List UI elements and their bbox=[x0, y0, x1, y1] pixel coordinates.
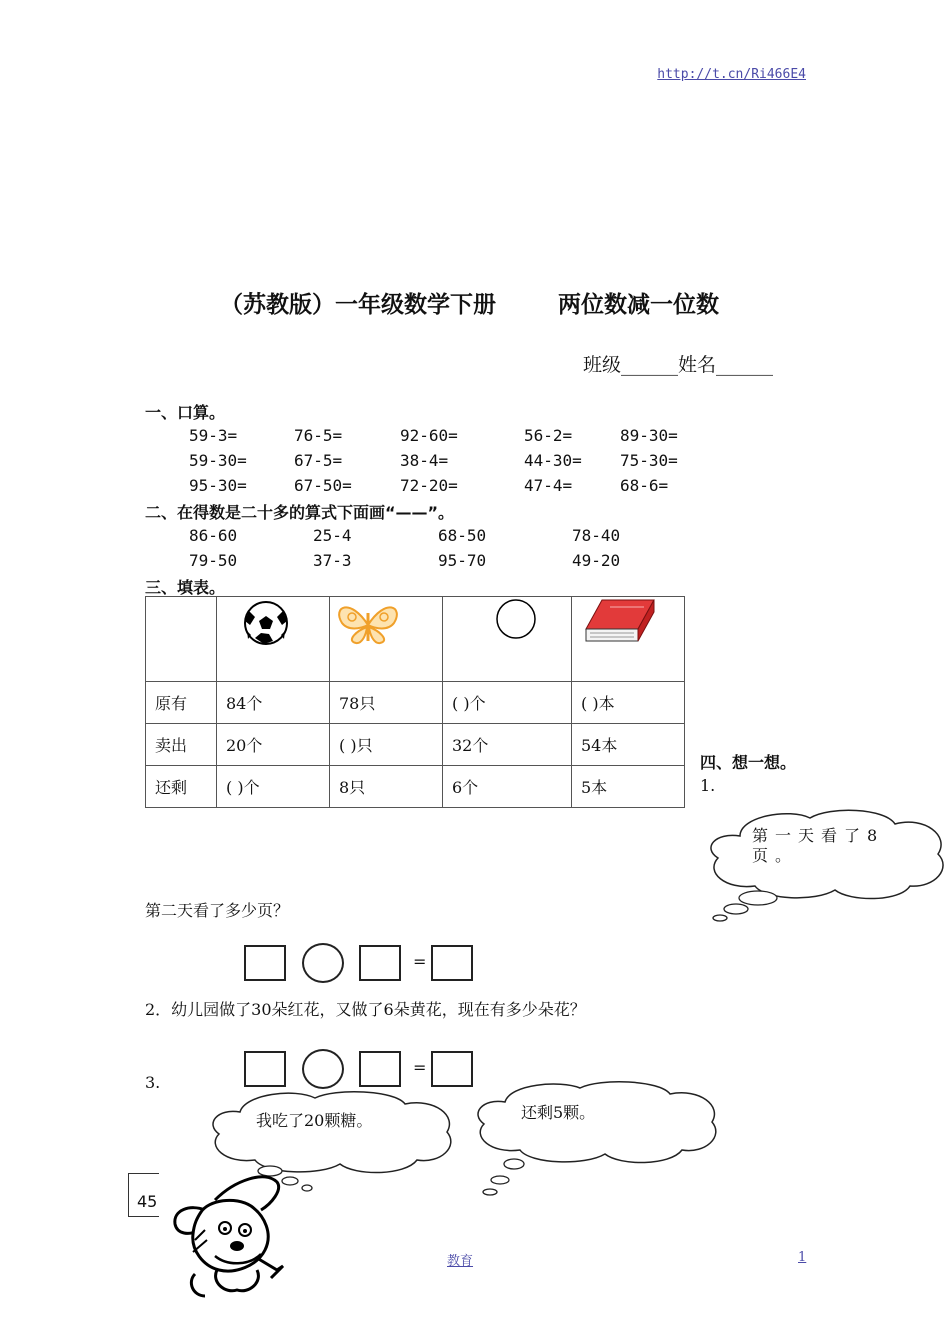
table-cell: 20个 bbox=[217, 724, 330, 766]
problem-3-number: 3. bbox=[145, 1073, 161, 1092]
oral-item: 75-30= bbox=[620, 451, 678, 470]
table-cell: 84个 bbox=[217, 682, 330, 724]
table-cell: 8只 bbox=[330, 766, 443, 808]
mark-item: 78-40 bbox=[572, 526, 621, 545]
answer-box[interactable] bbox=[359, 1051, 401, 1087]
answer-box[interactable] bbox=[359, 945, 401, 981]
oral-item: 92-60= bbox=[400, 426, 458, 445]
operator-circle[interactable] bbox=[302, 943, 344, 983]
table-cell: 还剩 bbox=[146, 766, 217, 808]
section-1-heading: 一、口算。 bbox=[145, 403, 226, 422]
table-cell bbox=[217, 597, 330, 682]
table-cell: ( )个 bbox=[443, 682, 572, 724]
mark-item: 49-20 bbox=[572, 551, 621, 570]
cartoon-dog-image bbox=[165, 1170, 300, 1300]
oral-item: 76-5= bbox=[294, 426, 343, 445]
fill-table bbox=[145, 596, 685, 808]
equals-sign: = bbox=[413, 1058, 427, 1077]
table-row bbox=[146, 682, 685, 724]
mark-item: 95-70 bbox=[438, 551, 487, 570]
oral-row-1 bbox=[189, 426, 709, 448]
side-page-number: 45 bbox=[137, 1192, 158, 1211]
header-link[interactable]: http://t.cn/Ri466E4 bbox=[657, 67, 806, 82]
page-title: （苏教版）一年级数学下册 bbox=[220, 292, 496, 318]
equals-sign: = bbox=[413, 952, 427, 971]
oral-item: 67-5= bbox=[294, 451, 343, 470]
mark-item: 68-50 bbox=[438, 526, 487, 545]
table-cell: 78只 bbox=[330, 682, 443, 724]
thought-cloud-1 bbox=[700, 806, 950, 926]
oral-row-3 bbox=[189, 476, 709, 498]
problem-1-number: 1. bbox=[700, 776, 716, 795]
table-cell: ( )个 bbox=[217, 766, 330, 808]
table-row bbox=[146, 766, 685, 808]
section-4-heading: 四、想一想。 bbox=[700, 753, 797, 772]
problem-1-question: 第二天看了多少页？ bbox=[145, 901, 290, 920]
table-cell: ( )只 bbox=[330, 724, 443, 766]
table-cell: 卖出 bbox=[146, 724, 217, 766]
oral-item: 47-4= bbox=[524, 476, 573, 495]
table-cell: 原有 bbox=[146, 682, 217, 724]
student-info-line: 班级______姓名______ bbox=[583, 354, 774, 376]
page-subtitle: 两位数减一位数 bbox=[558, 292, 719, 318]
section-3-heading: 三、填表。 bbox=[145, 578, 226, 597]
oral-item: 89-30= bbox=[620, 426, 678, 445]
table-cell: 54本 bbox=[572, 724, 685, 766]
cloud-3-text: 还剩5颗。 bbox=[521, 1103, 596, 1122]
cloud-2-text: 我吃了20颗糖。 bbox=[256, 1111, 373, 1130]
mark-row-1 bbox=[189, 526, 669, 548]
table-cell: 6个 bbox=[443, 766, 572, 808]
mark-item: 37-3 bbox=[313, 551, 352, 570]
cloud-1-text: 第一天看了8页。 bbox=[752, 826, 885, 865]
table-row bbox=[146, 724, 685, 766]
oral-item: 95-30= bbox=[189, 476, 247, 495]
oral-item: 59-3= bbox=[189, 426, 238, 445]
answer-box[interactable] bbox=[431, 945, 473, 981]
table-cell bbox=[443, 597, 572, 682]
book-icon bbox=[572, 597, 684, 657]
answer-box[interactable] bbox=[431, 1051, 473, 1087]
oral-item: 72-20= bbox=[400, 476, 458, 495]
table-cell: 5本 bbox=[572, 766, 685, 808]
table-cell bbox=[572, 597, 685, 682]
table-cell bbox=[146, 597, 217, 682]
oral-item: 59-30= bbox=[189, 451, 247, 470]
oral-item: 38-4= bbox=[400, 451, 449, 470]
mark-row-2 bbox=[189, 551, 669, 573]
soccer-ball-icon bbox=[217, 597, 329, 657]
oral-row-2 bbox=[189, 451, 709, 473]
table-cell: ( )本 bbox=[572, 682, 685, 724]
oral-item: 68-6= bbox=[620, 476, 669, 495]
footer-page-number[interactable]: 1 bbox=[798, 1250, 807, 1265]
thought-cloud-3 bbox=[470, 1080, 725, 1200]
table-row bbox=[146, 597, 685, 682]
section-2-heading: 二、在得数是二十多的算式下面画“——”。 bbox=[145, 503, 455, 522]
operator-circle[interactable] bbox=[302, 1049, 344, 1089]
footer-link[interactable]: 教育 bbox=[447, 1254, 474, 1269]
circle-icon bbox=[443, 597, 571, 657]
mark-item: 25-4 bbox=[313, 526, 352, 545]
answer-box[interactable] bbox=[244, 945, 286, 981]
answer-box[interactable] bbox=[244, 1051, 286, 1087]
mark-item: 79-50 bbox=[189, 551, 238, 570]
oral-item: 67-50= bbox=[294, 476, 352, 495]
problem-2-question: 2．幼儿园做了30朵红花，又做了6朵黄花，现在有多少朵花？ bbox=[145, 1000, 586, 1019]
table-cell: 32个 bbox=[443, 724, 572, 766]
oral-item: 56-2= bbox=[524, 426, 573, 445]
butterfly-icon bbox=[330, 597, 442, 657]
table-cell bbox=[330, 597, 443, 682]
oral-item: 44-30= bbox=[524, 451, 582, 470]
mark-item: 86-60 bbox=[189, 526, 238, 545]
